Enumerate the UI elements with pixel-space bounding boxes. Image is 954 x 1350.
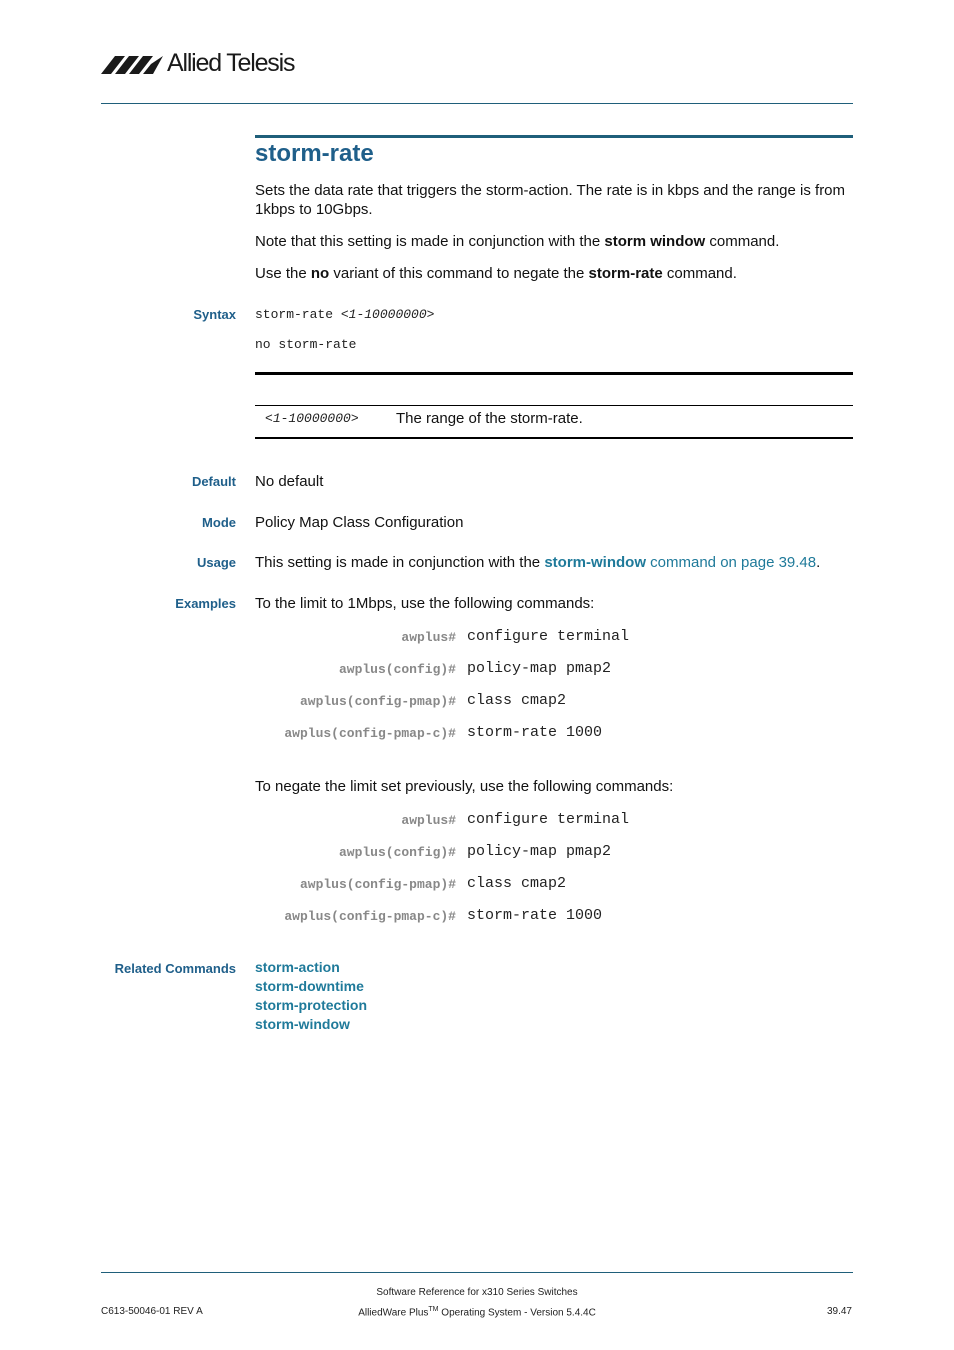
related-link-storm-window[interactable]: storm-window (255, 1016, 350, 1032)
mode-label: Mode (202, 515, 236, 530)
param-description-cell: The range of the storm-rate. (396, 410, 583, 427)
related-link-storm-action[interactable]: storm-action (255, 959, 340, 975)
default-value: No default (255, 473, 324, 490)
command: storm-rate 1000 (467, 907, 603, 924)
command: configure terminal (467, 628, 630, 645)
related-link-storm-downtime[interactable]: storm-downtime (255, 978, 364, 994)
prompt: awplus# (401, 630, 456, 645)
prompt: awplus(config-pmap-c)# (284, 909, 456, 924)
syntax-label: Syntax (193, 307, 236, 322)
header-divider (101, 103, 853, 104)
footer-page-number: 39.47 (826, 1306, 852, 1317)
storm-window-link[interactable]: storm-window command on page 39.48 (544, 554, 817, 571)
no-variant-paragraph: Use the no variant of this command to negate the storm-rate command. (255, 265, 737, 282)
table-header-rule (255, 405, 853, 406)
command: policy-map pmap2 (467, 843, 612, 860)
prompt: awplus# (401, 813, 456, 828)
title-rule (255, 135, 853, 138)
usage-text: This setting is made in conjunction with the storm-window command on page 39.48. (255, 554, 821, 571)
examples-intro-2: To negate the limit set previously, use the following commands: (255, 778, 674, 795)
logo-text: Allied Telesis (167, 49, 295, 77)
footer-title: Software Reference for x310 Series Switches (376, 1287, 578, 1298)
footer-doc-number: C613-50046-01 REV A (101, 1306, 203, 1317)
examples-label: Examples (175, 596, 236, 611)
prompt: awplus(config-pmap)# (299, 694, 456, 709)
prompt: awplus(config)# (338, 662, 456, 677)
default-label: Default (191, 474, 236, 489)
mode-value: Policy Map Class Configuration (255, 514, 464, 531)
footer-divider (101, 1272, 853, 1273)
table-bottom-rule (255, 437, 853, 439)
command: class cmap2 (467, 875, 567, 892)
prompt: awplus(config)# (338, 845, 456, 860)
command: class cmap2 (467, 692, 567, 709)
note-paragraph: Note that this setting is made in conjunction with the storm window command. (255, 233, 780, 250)
usage-label: Usage (196, 555, 236, 570)
related-commands-label: Related Commands (114, 961, 236, 976)
description-paragraph: Sets the data rate that triggers the storm-action. The rate is in kbps and the range is from 1kbps to 10Gbps. (255, 182, 846, 218)
syntax-line-1: storm-rate <1-10000000> (255, 307, 435, 322)
command: policy-map pmap2 (467, 660, 612, 677)
syntax-line-2: no storm-rate (255, 337, 357, 352)
prompt: awplus(config-pmap-c)# (284, 726, 456, 741)
related-link-storm-protection[interactable]: storm-protection (255, 997, 367, 1013)
page-title: storm-rate (255, 140, 374, 167)
command: storm-rate 1000 (467, 724, 603, 741)
table-top-rule (255, 372, 853, 375)
param-cell: <1-10000000> (265, 411, 359, 426)
command: configure terminal (467, 811, 630, 828)
prompt: awplus(config-pmap)# (299, 877, 456, 892)
footer-os-version: AlliedWare Plus™ Operating System - Version 5.4.4C (358, 1306, 596, 1319)
examples-intro-1: To the limit to 1Mbps, use the following commands: (255, 595, 595, 612)
